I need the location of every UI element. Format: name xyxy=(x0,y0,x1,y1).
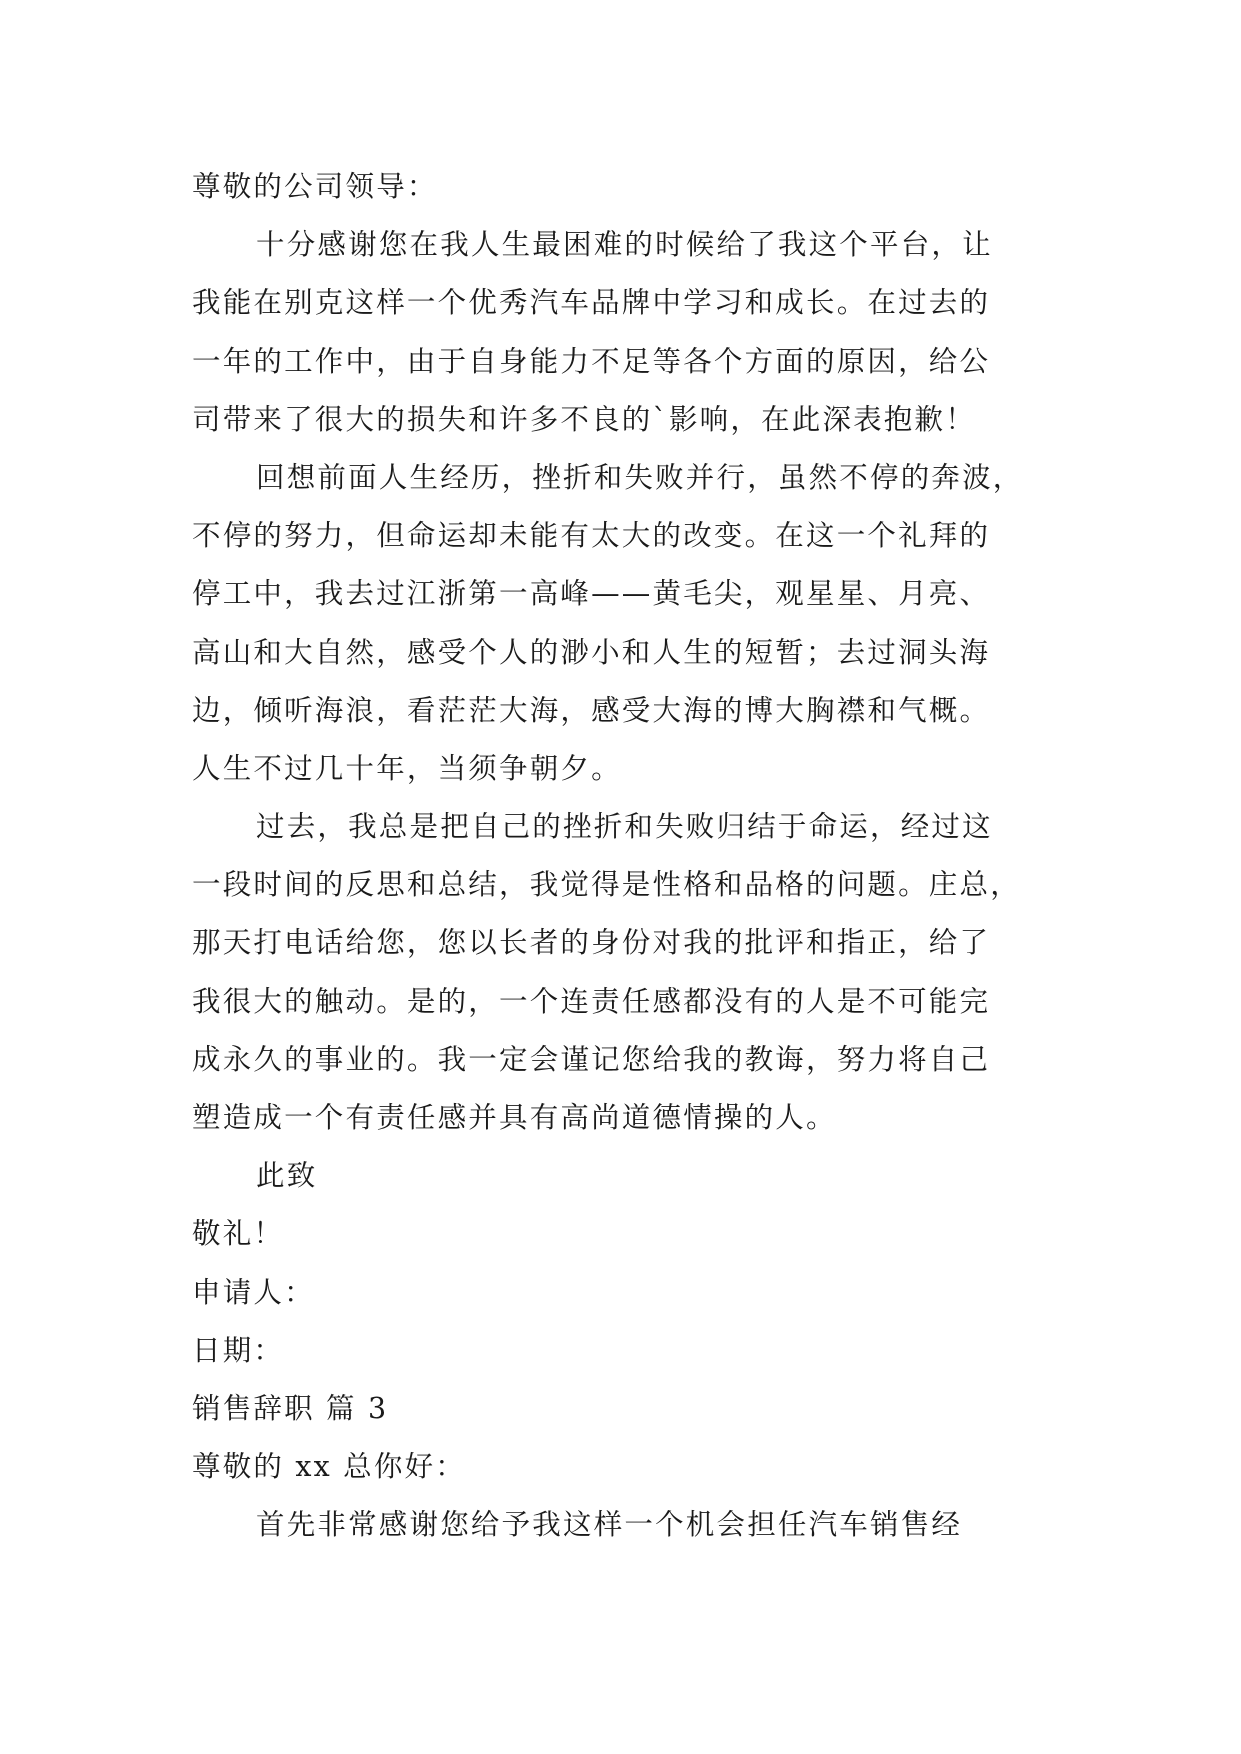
paragraph-line: 停工中，我去过江浙第一高峰——黄毛尖，观星星、月亮、 xyxy=(192,577,991,611)
salutation-line: 尊敬的公司领导： xyxy=(192,170,438,203)
salutation-line: 尊敬的 xx 总你好： xyxy=(192,1450,466,1484)
paragraph-line: 过去，我总是把自己的挫折和失败归结于命运，经过这 xyxy=(256,810,993,844)
paragraph-line: 边，倾听海浪，看茫茫大海，感受大海的博大胸襟和气概。 xyxy=(192,693,991,727)
date-line: 日期： xyxy=(192,1333,285,1367)
paragraph-line: 十分感谢您在我人生最困难的时候给了我这个平台，让 xyxy=(256,228,993,262)
closing-line: 此致 xyxy=(256,1159,318,1193)
paragraph-line: 回想前面人生经历，挫折和失败并行，虽然不停的奔波， xyxy=(256,460,1024,494)
paragraph-line: 那天打电话给您，您以长者的身份对我的批评和指正，给了 xyxy=(192,926,991,960)
paragraph-line: 高山和大自然，感受个人的渺小和人生的短暂；去过洞头海 xyxy=(192,635,991,669)
paragraph-line: 人生不过几十年，当须争朝夕。 xyxy=(192,751,622,785)
paragraph-line: 塑造成一个有责任感并具有高尚道德情操的人。 xyxy=(192,1101,837,1134)
document-body xyxy=(192,158,1062,1555)
paragraph-line: 一段时间的反思和总结，我觉得是性格和品格的问题。庄总， xyxy=(192,868,1021,902)
paragraph-line: 不停的努力，但命运却未能有太大的改变。在这一个礼拜的 xyxy=(192,519,991,553)
paragraph-line: 我能在别克这样一个优秀汽车品牌中学习和成长。在过去的 xyxy=(192,286,991,320)
section-heading: 销售辞职 篇 3 xyxy=(192,1391,389,1425)
paragraph-line: 司带来了很大的损失和许多不良的`影响，在此深表抱歉！ xyxy=(192,402,976,436)
paragraph-line: 成永久的事业的。我一定会谨记您给我的教诲，努力将自己 xyxy=(192,1042,991,1076)
applicant-line: 申请人： xyxy=(192,1275,315,1309)
paragraph-line: 首先非常感谢您给予我这样一个机会担任汽车销售经 xyxy=(256,1508,963,1542)
closing-line: 敬礼！ xyxy=(192,1217,285,1251)
paragraph-line: 我很大的触动。是的，一个连责任感都没有的人是不可能完 xyxy=(192,984,991,1018)
paragraph-line: 一年的工作中，由于自身能力不足等各个方面的原因，给公 xyxy=(192,344,991,378)
